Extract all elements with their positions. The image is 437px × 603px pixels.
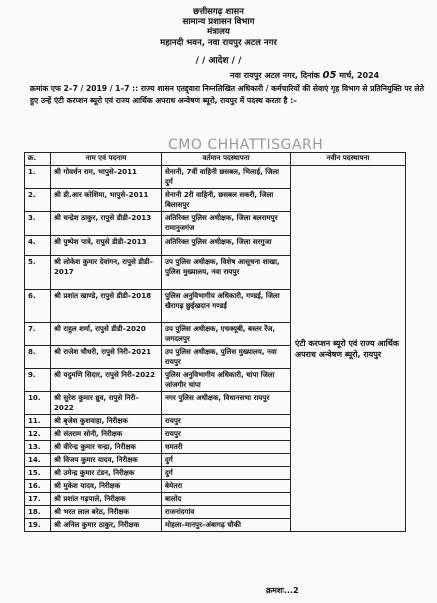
- current-posting: पुलिस अनुविभागीय अधिकारी, गण्डई, जिला खैरागढ़ छुईखदान गण्डई: [162, 290, 291, 323]
- current-posting: उप पुलिस अधीक्षक, विशेष आसूचना शाखा, पुलिस मुख्यालय, नवा रायपुर: [162, 256, 291, 290]
- header-address: महानदी भवन, नवा रायपुर अटल नगर: [160, 38, 277, 48]
- row-number: 19.: [25, 519, 51, 532]
- officer-name: श्री विजय कुमार यादव, निरीक्षक: [51, 454, 162, 467]
- officer-name: श्री सुरेश कुमार ध्रुव, रापुसे निरी–2022: [51, 392, 162, 415]
- table-body: [25, 166, 406, 532]
- current-posting: बालोद: [162, 493, 291, 506]
- officer-name: श्री मुकेश यादव, निरीक्षक: [51, 480, 162, 493]
- date-line: [230, 70, 379, 81]
- current-posting: अतिरिक्त पुलिस अधीक्षक, जिला सरगुजा: [162, 236, 291, 256]
- col-header-number: क्र.: [25, 153, 51, 166]
- current-posting: रायपुर: [162, 428, 291, 441]
- date-prefix: नवा रायपुर अटल नगर, दिनांक: [230, 71, 320, 80]
- officer-name: श्री राजेश चौधरी, रापुसे निरी–2021: [51, 346, 162, 369]
- officer-name: श्री वीरेन्द्र कुमार चन्द्रा, निरीक्षक: [51, 441, 162, 454]
- header-ministry: मंत्रालय: [207, 27, 230, 37]
- header-department: सामान्य प्रशासन विभाग: [182, 17, 255, 27]
- col-header-new-posting: नवीन पदस्थापना: [291, 153, 406, 166]
- header-govt: छत्तीसगढ़ शासन: [193, 7, 244, 17]
- current-posting: धमतरी: [162, 441, 291, 454]
- officer-name: श्री अनिल कुमार ठाकुर, निरीक्षक: [51, 519, 162, 532]
- current-posting: नगर पुलिस अधीक्षक, विधानसभा रायपुर: [162, 392, 291, 415]
- row-number: 4.: [25, 236, 51, 256]
- date-day: 05: [322, 70, 337, 81]
- row-number: 12.: [25, 428, 51, 441]
- row-number: 6.: [25, 290, 51, 323]
- officer-name: श्री प्रशांत खाण्डे, रापुसे डीडी–2018: [51, 290, 162, 323]
- officer-name: श्री लोकेश कुमार देवांगन, रापुसे डीडी–2017: [51, 256, 162, 290]
- row-number: 9.: [25, 369, 51, 392]
- officer-name: श्री चन्द्रेश ठाकुर, रापुसे डीडी–2013: [51, 212, 162, 236]
- officer-name: श्री यदुमणि सिदार, रापुसे निरी–2022: [51, 369, 162, 392]
- current-posting: राजनांदगांव: [162, 506, 291, 519]
- posting-table: [24, 152, 406, 532]
- row-number: 5.: [25, 256, 51, 290]
- row-number: 1.: [25, 166, 51, 189]
- col-header-name: नाम एवं पदनाम: [51, 153, 162, 166]
- row-number: 11.: [25, 415, 51, 428]
- officer-name: श्री बृजेश कुशवाहा, निरीक्षक: [51, 415, 162, 428]
- officer-name: श्री भरत लाल बरेठ, निरीक्षक: [51, 506, 162, 519]
- current-posting: सेनानी 2री वाहिनी, छसबल सकरी, जिला बिलासपुर: [162, 189, 291, 212]
- new-posting: एंटी करप्शन ब्यूरो एवं राज्य आर्थिक अपराध अन्वेषण ब्यूरो, रायपुर: [291, 166, 406, 532]
- row-number: 3.: [25, 212, 51, 236]
- table-row: [25, 166, 406, 189]
- current-posting: पुलिस अनुविभागीय अधिकारी, चांपा जिला जांजगीर चांपा: [162, 369, 291, 392]
- row-number: 15.: [25, 467, 51, 480]
- row-number: 16.: [25, 480, 51, 493]
- row-number: 7.: [25, 323, 51, 346]
- page-continuation-marker: क्रमशः...2: [266, 586, 299, 595]
- order-heading: / / आदेश / /: [195, 56, 242, 66]
- row-number: 8.: [25, 346, 51, 369]
- officer-name: श्री गोवर्धन राम, भापुसे–2011: [51, 166, 162, 189]
- officer-name: श्री राहुल शर्मा, रापुसे डीडी–2020: [51, 323, 162, 346]
- row-number: 13.: [25, 441, 51, 454]
- current-posting: सेनानी, 7वीं वाहिनी छसबल, भिलाई, जिला दुर्ग: [162, 166, 291, 189]
- row-number: 17.: [25, 493, 51, 506]
- current-posting: दुर्ग: [162, 467, 291, 480]
- current-posting: उप पुलिस अधीक्षक, एचक्यूबी, बस्तर रेंज, जगदलपुर: [162, 323, 291, 346]
- row-number: 18.: [25, 506, 51, 519]
- order-text: क्रमांक एफ 2–7 / 2019 / 1–7 :: राज्य शासन एतद्द्वारा निम्नलिखित अधिकारी / कर्मचारियों की सेवाएं गृह विभाग से प्रतिनियुक्ति पर लेते हुए उन्हें एंटी करप्शन ब्यूरो एवं राज्य आर्थिक अपराध अन्वेषण ब्यूरो, रायपुर में पदस्थ करता है :–: [30, 84, 424, 105]
- current-posting: अतिरिक्त पुलिस अधीक्षक, जिला बलरामपुर रामानुजगंज: [162, 212, 291, 236]
- row-number: 2.: [25, 189, 51, 212]
- watermark: CMO CHHATTISGARH: [168, 137, 324, 153]
- officer-name: श्री संतराम सोनी, निरीक्षक: [51, 428, 162, 441]
- date-suffix: मार्च, 2024: [339, 71, 380, 80]
- officer-name: श्री उमेन्द्र कुमार टंडन, निरीक्षक: [51, 467, 162, 480]
- current-posting: बेमेतरा: [162, 480, 291, 493]
- row-number: 10.: [25, 392, 51, 415]
- current-posting: मोहला–मानपुर–अंबागढ़ चौकी: [162, 519, 291, 532]
- row-number: 14.: [25, 454, 51, 467]
- officer-name: श्री प्रशांत गढ़पाले, निरीक्षक: [51, 493, 162, 506]
- current-posting: दुर्ग: [162, 454, 291, 467]
- officer-name: श्री डी.आर कोशिमा, भापुसे–2011: [51, 189, 162, 212]
- current-posting: उप पुलिस अधीक्षक, पुलिस मुख्यालय, नवा रायपुर: [162, 346, 291, 369]
- table-header-row: [25, 153, 406, 166]
- officer-name: श्री पुष्पेश पात्रे, रापुसे डीडी–2013: [51, 236, 162, 256]
- col-header-current-posting: वर्तमान पदस्थापना: [162, 153, 291, 166]
- current-posting: रायपुर: [162, 415, 291, 428]
